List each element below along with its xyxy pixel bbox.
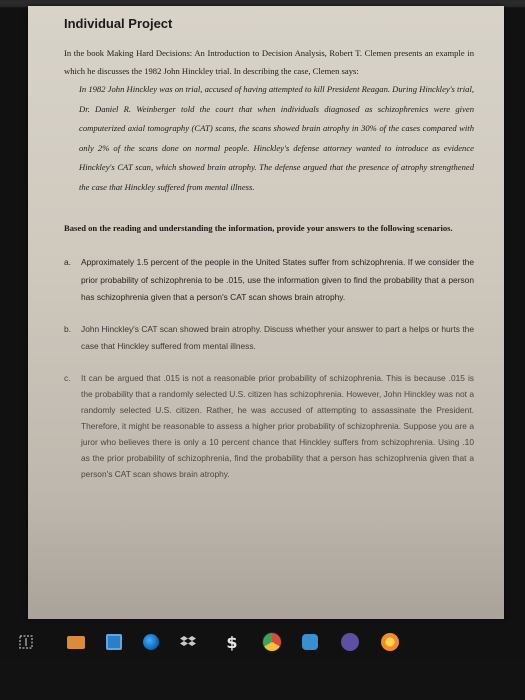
document: [64, 16, 474, 496]
bottom-bar: [0, 660, 525, 700]
dropbox-icon[interactable]: [178, 632, 198, 652]
question-a: [64, 254, 474, 307]
question-text: Approximately 1.5 percent of the people in the United States suffer from schizophrenia. If we consider the prior probability of schizophrenia to be .015, use the information given to find the probability that a person has schizophrenia given that a person's CAT scan shows brain atrophy.: [81, 257, 474, 302]
photo-icon[interactable]: [340, 632, 360, 652]
shield-icon[interactable]: [300, 632, 320, 652]
question-marker: a.: [64, 257, 71, 267]
intro-paragraph: In the book Making Hard Decisions: An Introduction to Decision Analysis, Robert T. Clemen presents an example in which he discusses the 1982 John Hinckley trial. In describing the case, Clemen says:: [64, 48, 474, 76]
selection-icon[interactable]: [16, 632, 36, 652]
web-icon[interactable]: [380, 632, 400, 652]
question-text: It can be argued that .015 is not a reasonable prior probability of schizophrenia. This is because .015 is the probability that a randomly selected U.S. citizen has schizophrenia. However, John Hinckley was not a randomly selected U.S. citizen. Rather, he was accused of attempting to assassinate the President. Therefore, it might be reasonable to assess a higher prior probability of schizophrenia. Suppose you are a juror who believes there is only a 10 percent chance that Hinckley suffers from schizophrenia. Using .10 as the prior probability of schizophrenia, find the probability that a person has schizophrenia given that a person's CAT scan shows brain atrophy.: [81, 372, 474, 479]
taskbar: [0, 628, 525, 656]
folder-icon[interactable]: [66, 632, 86, 652]
table-icon[interactable]: [104, 632, 124, 652]
question-b: [64, 321, 474, 356]
question-c: [64, 370, 474, 482]
chrome-icon[interactable]: [262, 632, 282, 652]
question-text: John Hinckley's CAT scan showed brain atrophy. Discuss whether your answer to part a helps or hurts the case that Hinckley suffered from mental illness.: [81, 323, 474, 351]
question-list: [64, 254, 474, 482]
question-marker: c.: [64, 372, 71, 383]
paper-sheet: [28, 6, 504, 619]
edge-icon[interactable]: [141, 632, 161, 652]
block-quote: In 1982 John Hinckley was on trial, accused of having attempted to kill President Reagan. During Hinckley's trial, Dr. Daniel R. Weinberger told the court that when individuals diagnosed as schizophrenics were given computerized axial tomography (CAT) scans, the scans showed brain atrophy in 30% of the cases compared with only 2% of the scans done on normal people. Hinckley's defense attorney wanted to introduce as evidence Hinckley's CAT scan, which showed brain atrophy. The defense argued that the presence of atrophy strengthened the case that Hinckley suffered from mental illness.: [79, 84, 474, 192]
document-title: Individual Project: [64, 16, 173, 31]
instructions: Based on the reading and understanding the information, provide your answers to the following scenarios.: [64, 223, 453, 233]
dollar-icon[interactable]: $: [226, 632, 238, 652]
question-marker: b.: [64, 323, 71, 334]
